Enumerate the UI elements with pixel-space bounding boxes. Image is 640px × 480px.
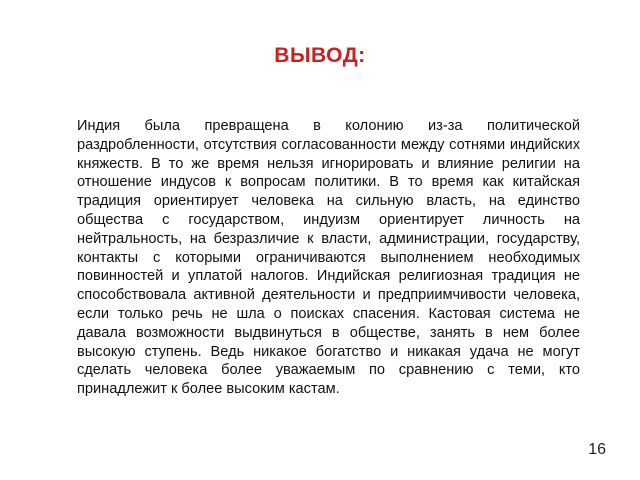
slide-title: ВЫВОД:: [274, 44, 366, 67]
page-number: 16: [588, 441, 606, 458]
body-paragraph: Индия была превращена в колонию из-за политической раздробленности, отсутствия согласованности между сотнями индийских княжеств. В то же время нельзя игнорировать и влияние религии на отношение индусов к вопросам политики. В то время как китайская традиция ориентирует человека на сильную власть, на единство общества с государством, индуизм ориентирует личность на нейтральность, на безразличие к власти, администрации, государству, контакты с которыми ограничиваются выполнением необходимых повинностей и уплатой налогов. Индийская религиозная традиция не способствовала активной деятельности и предприимчивости человека, если только речь не шла о поисках спасения. Кастовая система не давала возможности выдвинуться в обществе, занять в нем более высокую ступень. Ведь никакое богатство и никакая удача не могут сделать человека более уважаемым по сравнению с теми, кто принадлежит к более высоким кастам.: [77, 118, 580, 398]
